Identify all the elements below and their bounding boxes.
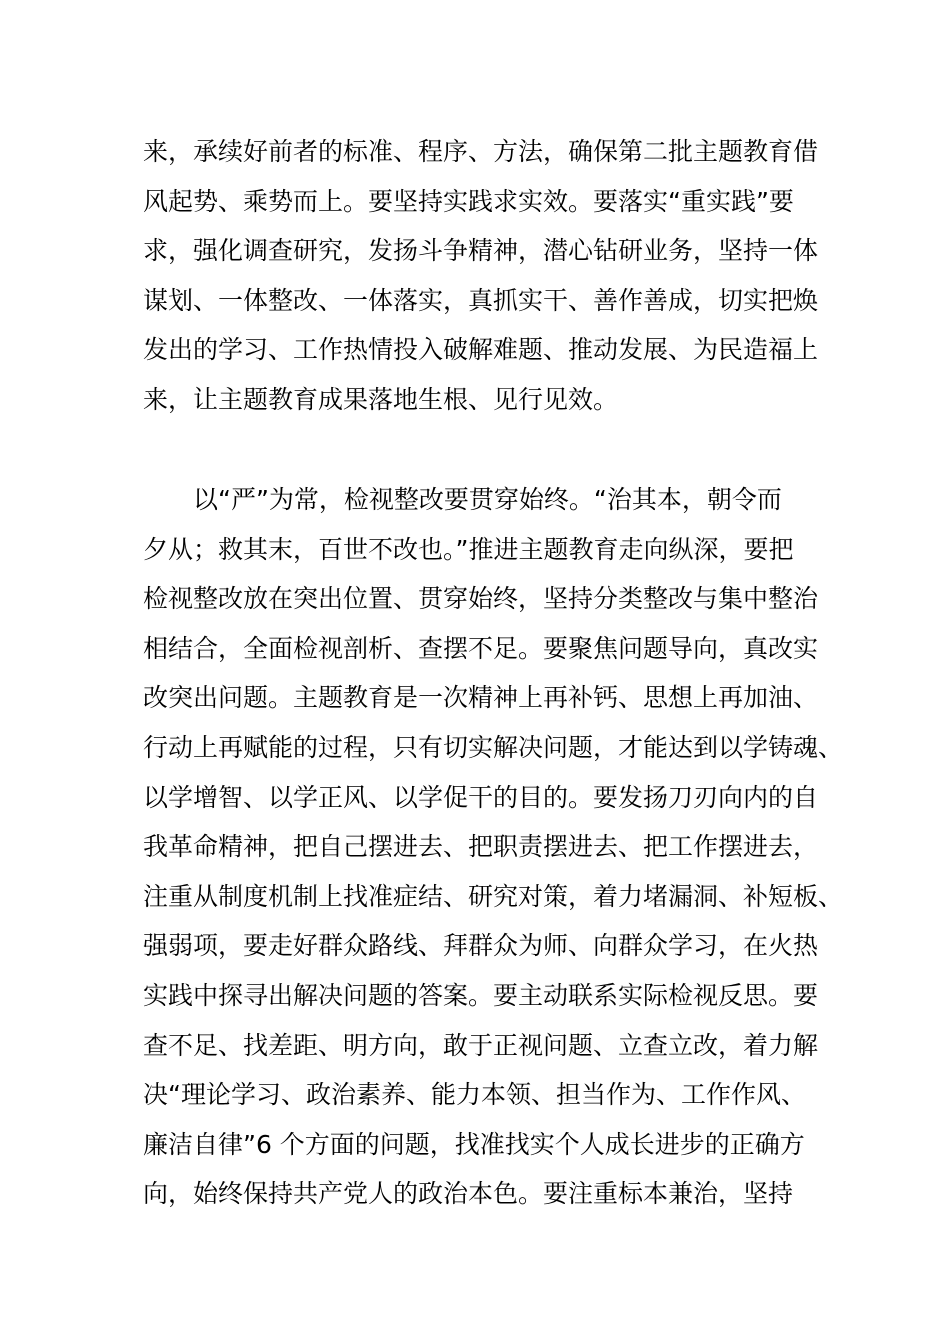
text-line: 以学增智、以学正风、以学促干的目的。要发扬刀刃向内的自 <box>143 782 819 812</box>
text-line: 来，让主题教育成果落地生根、见行见效。 <box>143 384 619 414</box>
text-line: 向，始终保持共产党人的政治本色。要注重标本兼治，坚持 <box>143 1179 794 1209</box>
text-line: 行动上再赋能的过程，只有切实解决问题，才能达到以学铸魂、 <box>143 732 844 762</box>
text-line: 求，强化调查研究，发扬斗争精神，潜心钻研业务，坚持一体 <box>143 236 819 266</box>
text-line: 改突出问题。主题教育是一次精神上再补钙、思想上再加油、 <box>143 683 819 713</box>
text-line: 谋划、一体整改、一体落实，真抓实干、善作善成，切实把焕 <box>143 285 819 315</box>
text-line: 来，承续好前者的标准、程序、方法，确保第二批主题教育借 <box>143 137 819 166</box>
text-line: 注重从制度机制上找准症结、研究对策，着力堵漏洞、补短板、 <box>143 881 844 911</box>
text-line: 风起势、乘势而上。要坚持实践求实效。要落实“重实践”要 <box>143 186 794 216</box>
text-line: 决“理论学习、政治素养、能力本领、担当作为、工作作风、 <box>143 1080 806 1110</box>
text-line: 强弱项，要走好群众路线、拜群众为师、向群众学习，在火热 <box>143 931 819 961</box>
text-line: 实践中探寻出解决问题的答案。要主动联系实际检视反思。要 <box>143 980 819 1010</box>
text-line-indented: 以“严”为常，检视整改要贯穿始终。“治其本，朝令而 <box>193 485 782 514</box>
paragraph-1 <box>143 127 843 425</box>
text-line: 查不足、找差距、明方向，敢于正视问题、立查立改，着力解 <box>143 1030 819 1060</box>
text-line: 相结合，全面检视剖析、查摆不足。要聚焦问题导向，真改实 <box>143 633 819 663</box>
text-line: 发出的学习、工作热情投入破解难题、推动发展、为民造福上 <box>143 335 819 365</box>
text-line: 检视整改放在突出位置、贯穿始终，坚持分类整改与集中整治 <box>143 584 819 614</box>
text-line: 廉洁自律”6 个方面的问题，找准找实个人成长进步的正确方 <box>143 1129 805 1159</box>
paragraph-2 <box>143 475 843 1219</box>
text-line: 我革命精神，把自己摆进去、把职责摆进去、把工作摆进去， <box>143 832 819 862</box>
text-line: 夕从；救其末，百世不改也。”推进主题教育走向纵深，要把 <box>143 534 794 564</box>
